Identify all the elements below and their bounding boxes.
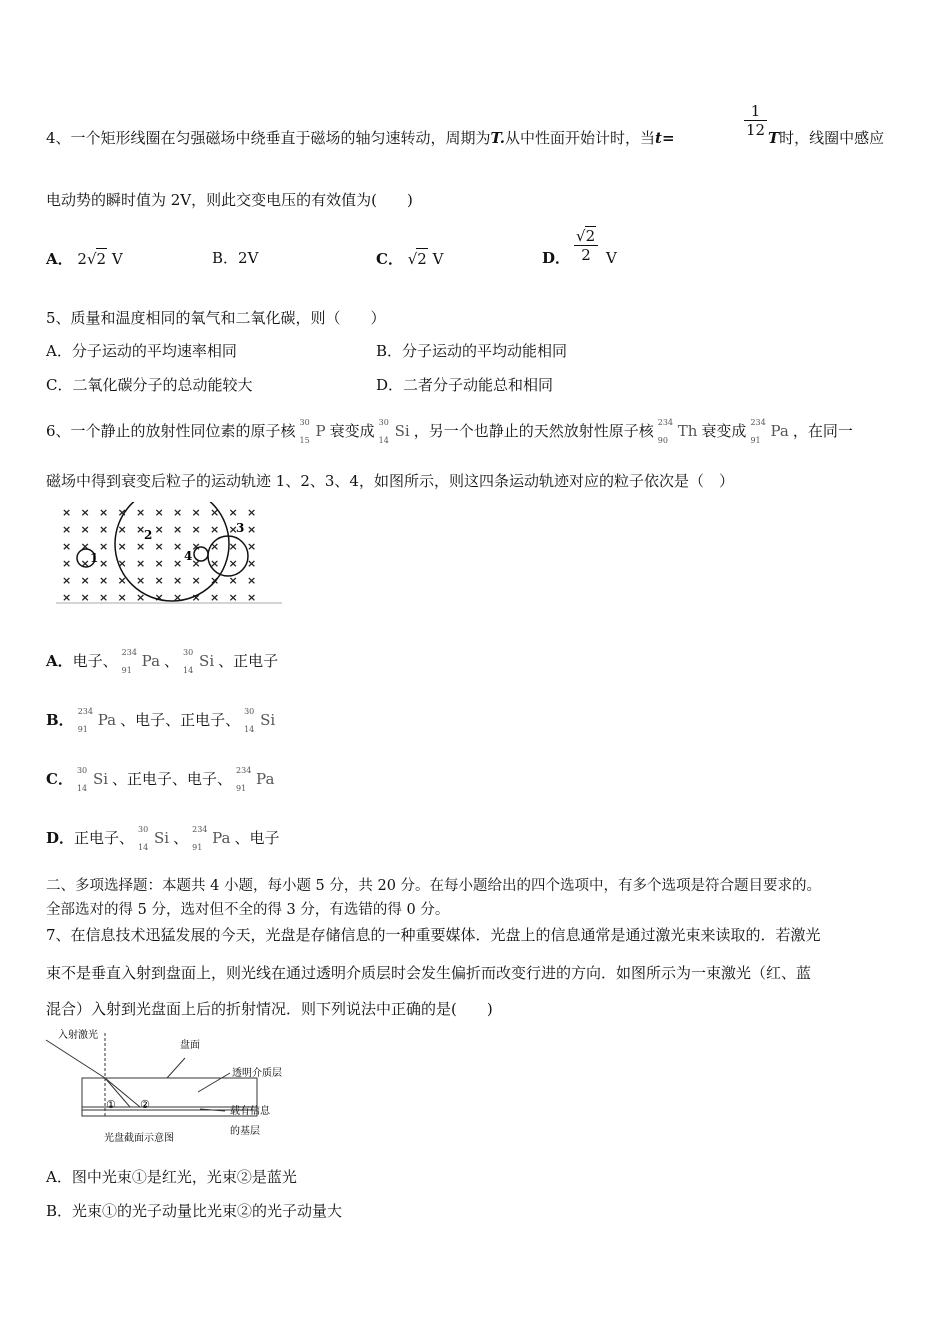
field-cross: × [117, 506, 127, 519]
q7-line1: 7、在信息技术迅猛发展的今天，光盘是存储信息的一种重要媒体．光盘上的信息通常是通过激光束来读取的．若激光 [46, 926, 821, 944]
q4-a-rad: 2 [96, 250, 107, 268]
field-cross: × [191, 574, 201, 587]
q4-line2: 电动势的瞬时值为 2V，则此交变电压的有效值为( ) [46, 191, 413, 209]
q6-p3: ，另一个也静止的天然放射性原子核 [413, 422, 654, 440]
q4-T2: T [768, 129, 780, 147]
q6-p4: 衰变成 [701, 422, 747, 440]
q6-p5: ，在同一 [792, 422, 853, 440]
q6-nuclide-p: 30 15 P [299, 418, 326, 445]
q4-d-unit: V [606, 249, 617, 267]
q6-c-n2: 234 91 Pa [236, 766, 275, 793]
q6-b-t1: 、电子、正电子、 [120, 711, 241, 729]
field-cross: × [117, 557, 127, 570]
field-cross: × [136, 574, 146, 587]
field-cross: × [136, 506, 146, 519]
field-cross: × [154, 523, 164, 536]
q5-option-c[interactable]: C．二氧化碳分子的总动能较大 [46, 376, 253, 394]
field-cross: × [154, 540, 164, 553]
q6-c-label: C． [46, 770, 73, 788]
field-cross: × [191, 523, 201, 536]
field-cross: × [80, 523, 90, 536]
field-cross: × [80, 540, 90, 553]
field-cross: × [136, 557, 146, 570]
field-cross: × [210, 574, 220, 587]
q4-c-rad: 2 [417, 250, 427, 268]
medium-label: 透明介质层 [232, 1068, 282, 1079]
field-cross: × [247, 591, 257, 604]
field-cross: × [210, 557, 220, 570]
q6-option-b[interactable] [46, 707, 279, 734]
q6-option-a[interactable] [46, 648, 279, 675]
medium-pointer [198, 1073, 230, 1092]
field-cross: × [210, 523, 220, 536]
field-cross: × [191, 506, 201, 519]
q4-line1-tail [768, 128, 884, 148]
q6-nuclide-si: 30 14 Si [378, 418, 410, 445]
q4-c-label: C． [376, 250, 403, 268]
q6-a-n1: 234 91 Pa [121, 648, 161, 675]
field-cross: × [247, 557, 257, 570]
field-cross: × [99, 523, 109, 536]
q6-a-n2: 30 14 Si [183, 648, 215, 675]
q4-d-fraction: $\frac{√2}{2}$ [574, 226, 598, 264]
q5-option-d[interactable]: D．二者分子动能总和相同 [376, 376, 554, 394]
surface-pointer [167, 1058, 185, 1078]
field-cross: × [80, 591, 90, 604]
base-label-2: 的基层 [230, 1126, 260, 1137]
field-cross: × [80, 506, 90, 519]
field-cross: × [228, 506, 238, 519]
label-4: 4 [184, 549, 193, 563]
field-cross: × [247, 523, 257, 536]
field-cross: × [154, 591, 164, 604]
field-cross: × [136, 540, 146, 553]
q4-option-b[interactable]: B．2V [212, 249, 259, 267]
q4-d-den: 2 [581, 246, 591, 264]
field-cross: × [247, 506, 257, 519]
q4-frac-num: 1 [744, 102, 767, 121]
field-cross: × [99, 591, 109, 604]
field-cross: × [99, 557, 109, 570]
field-cross: × [228, 540, 238, 553]
field-cross: × [173, 523, 183, 536]
field-cross: × [136, 523, 146, 536]
q6-d-n2: 234 91 Pa [192, 825, 231, 852]
q6-magnetic-field-figure [56, 502, 282, 608]
q6-p1: 6、一个静止的放射性同位素的原子核 [46, 422, 296, 440]
field-cross: × [99, 506, 109, 519]
q7-line2: 束不是垂直入射到盘面上，则光线在通过透明介质层时会发生偏折而改变行进的方向．如图所示为一束激光（红、蓝 [46, 964, 812, 982]
field-cross: × [247, 540, 257, 553]
field-cross: × [191, 540, 201, 553]
field-cross: × [173, 506, 183, 519]
q4-line1 [46, 128, 675, 148]
q5-stem: 5、质量和温度相同的氧气和二氧化碳，则（ ） [46, 309, 386, 327]
field-cross: × [62, 523, 72, 536]
q6-c-t1: 、正电子、电子、 [112, 770, 233, 788]
q6-b-n1: 234 91 Pa [77, 707, 117, 734]
q7-option-b[interactable]: B．光束①的光子动量比光束②的光子动量大 [46, 1202, 343, 1220]
q6-line1 [46, 418, 853, 445]
label-1: 1 [90, 551, 99, 565]
field-cross: × [228, 523, 238, 536]
q4-fraction [744, 102, 767, 139]
field-cross: × [62, 506, 72, 519]
q7-option-a[interactable]: A．图中光束①是红光，光束②是蓝光 [46, 1168, 297, 1186]
q4-a-label: A． [46, 250, 73, 268]
q6-option-c[interactable] [46, 766, 278, 793]
section2-line1: 二、多项选择题：本题共 4 小题，每小题 5 分，共 20 分。在每小题给出的四个选项中，有多个选项是符合题目要求的。 [46, 878, 822, 894]
field-cross: × [228, 591, 238, 604]
field-cross: × [117, 591, 127, 604]
field-cross: × [154, 574, 164, 587]
q6-d-t1: 正电子、 [74, 829, 135, 847]
beam1-label: ① [106, 1098, 116, 1111]
q4-option-c[interactable]: C． √2 V [376, 250, 444, 268]
field-cross: × [117, 523, 127, 536]
surface-label: 盘面 [180, 1040, 200, 1051]
q4-option-d[interactable] [542, 248, 570, 268]
q4-a-unit: V [111, 250, 123, 268]
field-cross: × [173, 557, 183, 570]
q6-d-label: D． [46, 829, 75, 847]
q6-a-t2: 、 [164, 652, 180, 670]
field-cross: × [191, 557, 201, 570]
q6-option-d[interactable] [46, 825, 280, 852]
field-cross: × [136, 591, 146, 604]
field-cross: × [247, 574, 257, 587]
field-cross: × [80, 557, 90, 570]
incident-ray [46, 1040, 105, 1078]
q6-c-n1: 30 14 Si [76, 766, 109, 793]
field-cross: × [210, 591, 220, 604]
q5-option-b[interactable]: B．分子运动的平均动能相同 [376, 342, 568, 360]
beam2-label: ② [140, 1098, 150, 1111]
label-3: 3 [236, 521, 245, 535]
q6-p2: 衰变成 [329, 422, 375, 440]
field-cross: × [99, 574, 109, 587]
q4-c-unit: V [432, 250, 444, 268]
q5-option-a[interactable]: A．分子运动的平均速率相同 [46, 342, 237, 360]
field-cross: × [99, 540, 109, 553]
q6-nuclide-th: 234 90 Th [657, 418, 698, 445]
field-cross: × [228, 574, 238, 587]
q6-a-t1: 电子、 [72, 652, 118, 670]
field-cross: × [62, 591, 72, 604]
q4-option-a[interactable]: A． 2√2 V [46, 250, 123, 268]
section2-line2: 全部选对的得 5 分，选对但不全的得 3 分，有选错的得 0 分。 [46, 902, 450, 918]
q4-frac-den: 12 [746, 121, 766, 139]
q4-text-c: 时，线圈中感应 [779, 129, 885, 147]
field-cross: × [154, 506, 164, 519]
q6-a-label: A． [46, 652, 73, 670]
q4-d-label: D． [542, 249, 571, 267]
field-cross: × [228, 557, 238, 570]
field-cross: × [173, 540, 183, 553]
field-cross: × [62, 557, 72, 570]
q4-text-b: 从中性面开始计时，当 [505, 129, 656, 147]
q4-d-rad: 2 [585, 227, 596, 245]
field-cross: × [154, 557, 164, 570]
q4-period-T: T. [490, 129, 505, 147]
field-cross: × [210, 540, 220, 553]
q7-disc-figure [40, 1028, 300, 1150]
field-cross: × [117, 574, 127, 587]
q6-line2: 磁场中得到衰变后粒子的运动轨迹 1、2、3、4，如图所示，则这四条运动轨迹对应的粒子依次是（ ） [46, 472, 734, 490]
q6-d-t2: 、 [173, 829, 189, 847]
field-cross: × [191, 591, 201, 604]
q4-a-coef: 2 [77, 250, 87, 268]
incident-label: 入射激光 [58, 1030, 98, 1041]
q6-b-label: B． [46, 711, 74, 729]
field-cross: × [80, 574, 90, 587]
field-cross: × [173, 591, 183, 604]
caption: 光盘截面示意图 [104, 1133, 174, 1144]
q6-b-n2: 30 14 Si [244, 707, 276, 734]
field-cross: × [117, 540, 127, 553]
q7-line3: 混合）入射到光盘面上后的折射情况．则下列说法中正确的是( ) [46, 1000, 493, 1018]
label-2: 2 [144, 528, 153, 542]
field-cross: × [173, 574, 183, 587]
q4-text-a: 4、一个矩形线圈在匀强磁场中绕垂直于磁场的轴匀速转动，周期为 [46, 129, 491, 147]
field-cross: × [62, 540, 72, 553]
q6-nuclide-pa: 234 91 Pa [750, 418, 789, 445]
q6-a-t3: 、正电子 [218, 652, 279, 670]
base-label-1: 载有信息 [230, 1106, 270, 1117]
field-cross: × [210, 506, 220, 519]
track-4-circle [194, 547, 208, 561]
q6-d-n1: 30 14 Si [138, 825, 170, 852]
field-cross: × [62, 574, 72, 587]
q4-t-eq: t= [655, 129, 675, 147]
q6-d-t3: 、电子 [234, 829, 280, 847]
